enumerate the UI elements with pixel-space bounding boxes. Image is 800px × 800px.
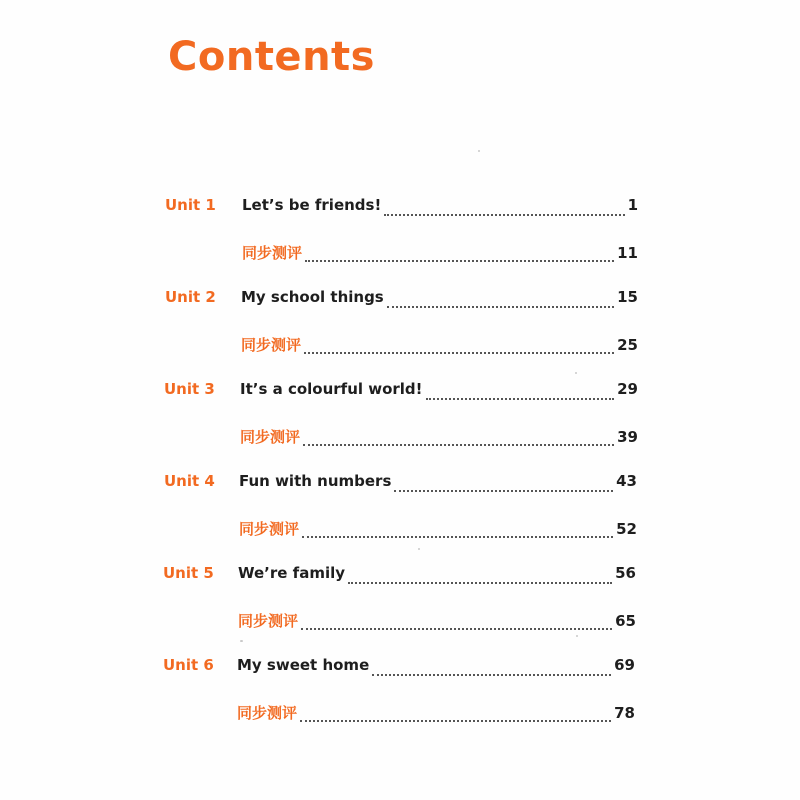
toc-entry-review-2[interactable]	[241, 334, 638, 360]
unit-label: Unit 6	[163, 656, 214, 674]
dot-leader	[303, 444, 614, 446]
page-number: 11	[617, 244, 638, 262]
page-title: Contents	[168, 34, 375, 80]
dot-leader	[387, 306, 614, 308]
review-title: 同步测评	[241, 336, 302, 354]
scan-speck	[478, 150, 480, 152]
entry-title: It’s a colourful world!	[240, 380, 423, 398]
dot-leader	[426, 398, 615, 400]
page-number: 39	[617, 428, 638, 446]
dot-leader	[301, 628, 612, 630]
dot-leader	[384, 214, 624, 216]
unit-label: Unit 4	[164, 472, 215, 490]
dot-leader	[300, 720, 611, 722]
entry-title: We’re family	[238, 564, 346, 582]
dot-leader	[394, 490, 613, 492]
page-number: 15	[617, 288, 638, 306]
toc-entry-review-4[interactable]	[239, 518, 637, 544]
entry-title: My school things	[241, 288, 384, 306]
unit-label: Unit 5	[163, 564, 214, 582]
page-number: 1	[627, 196, 638, 214]
scan-speck	[240, 640, 243, 642]
toc-entry-review-5[interactable]	[238, 610, 636, 636]
unit-label: Unit 1	[165, 196, 216, 214]
toc-entry-review-1[interactable]	[242, 242, 638, 268]
dot-leader	[302, 536, 613, 538]
page-number: 43	[616, 472, 637, 490]
toc-entry-review-3[interactable]	[240, 426, 638, 452]
page-number: 52	[616, 520, 637, 538]
entry-title: Let’s be friends!	[242, 196, 382, 214]
review-title: 同步测评	[239, 520, 300, 538]
toc-entry-unit-5[interactable]	[238, 564, 636, 590]
page-number: 65	[615, 612, 636, 630]
page-number: 78	[614, 704, 635, 722]
unit-label: Unit 3	[164, 380, 215, 398]
review-title: 同步测评	[237, 704, 298, 722]
dot-leader	[348, 582, 612, 584]
dot-leader	[305, 260, 614, 262]
toc-entry-unit-4[interactable]	[239, 472, 637, 498]
unit-label: Unit 2	[165, 288, 216, 306]
page-number: 69	[614, 656, 635, 674]
page-number: 29	[617, 380, 638, 398]
review-title: 同步测评	[240, 428, 301, 446]
toc-entry-unit-3[interactable]	[240, 380, 638, 406]
review-title: 同步测评	[238, 612, 299, 630]
entry-title: My sweet home	[237, 656, 370, 674]
toc-entry-review-6[interactable]	[237, 702, 635, 728]
page-number: 25	[617, 336, 638, 354]
scan-speck	[575, 372, 577, 374]
toc-entry-unit-6[interactable]	[237, 656, 635, 682]
scan-speck	[576, 635, 578, 637]
page-number: 56	[615, 564, 636, 582]
dot-leader	[372, 674, 611, 676]
toc-entry-unit-2[interactable]	[241, 288, 638, 314]
dot-leader	[304, 352, 614, 354]
toc-entry-unit-1[interactable]	[242, 196, 638, 222]
entry-title: Fun with numbers	[239, 472, 392, 490]
review-title: 同步测评	[242, 244, 303, 262]
scan-speck	[418, 548, 420, 550]
